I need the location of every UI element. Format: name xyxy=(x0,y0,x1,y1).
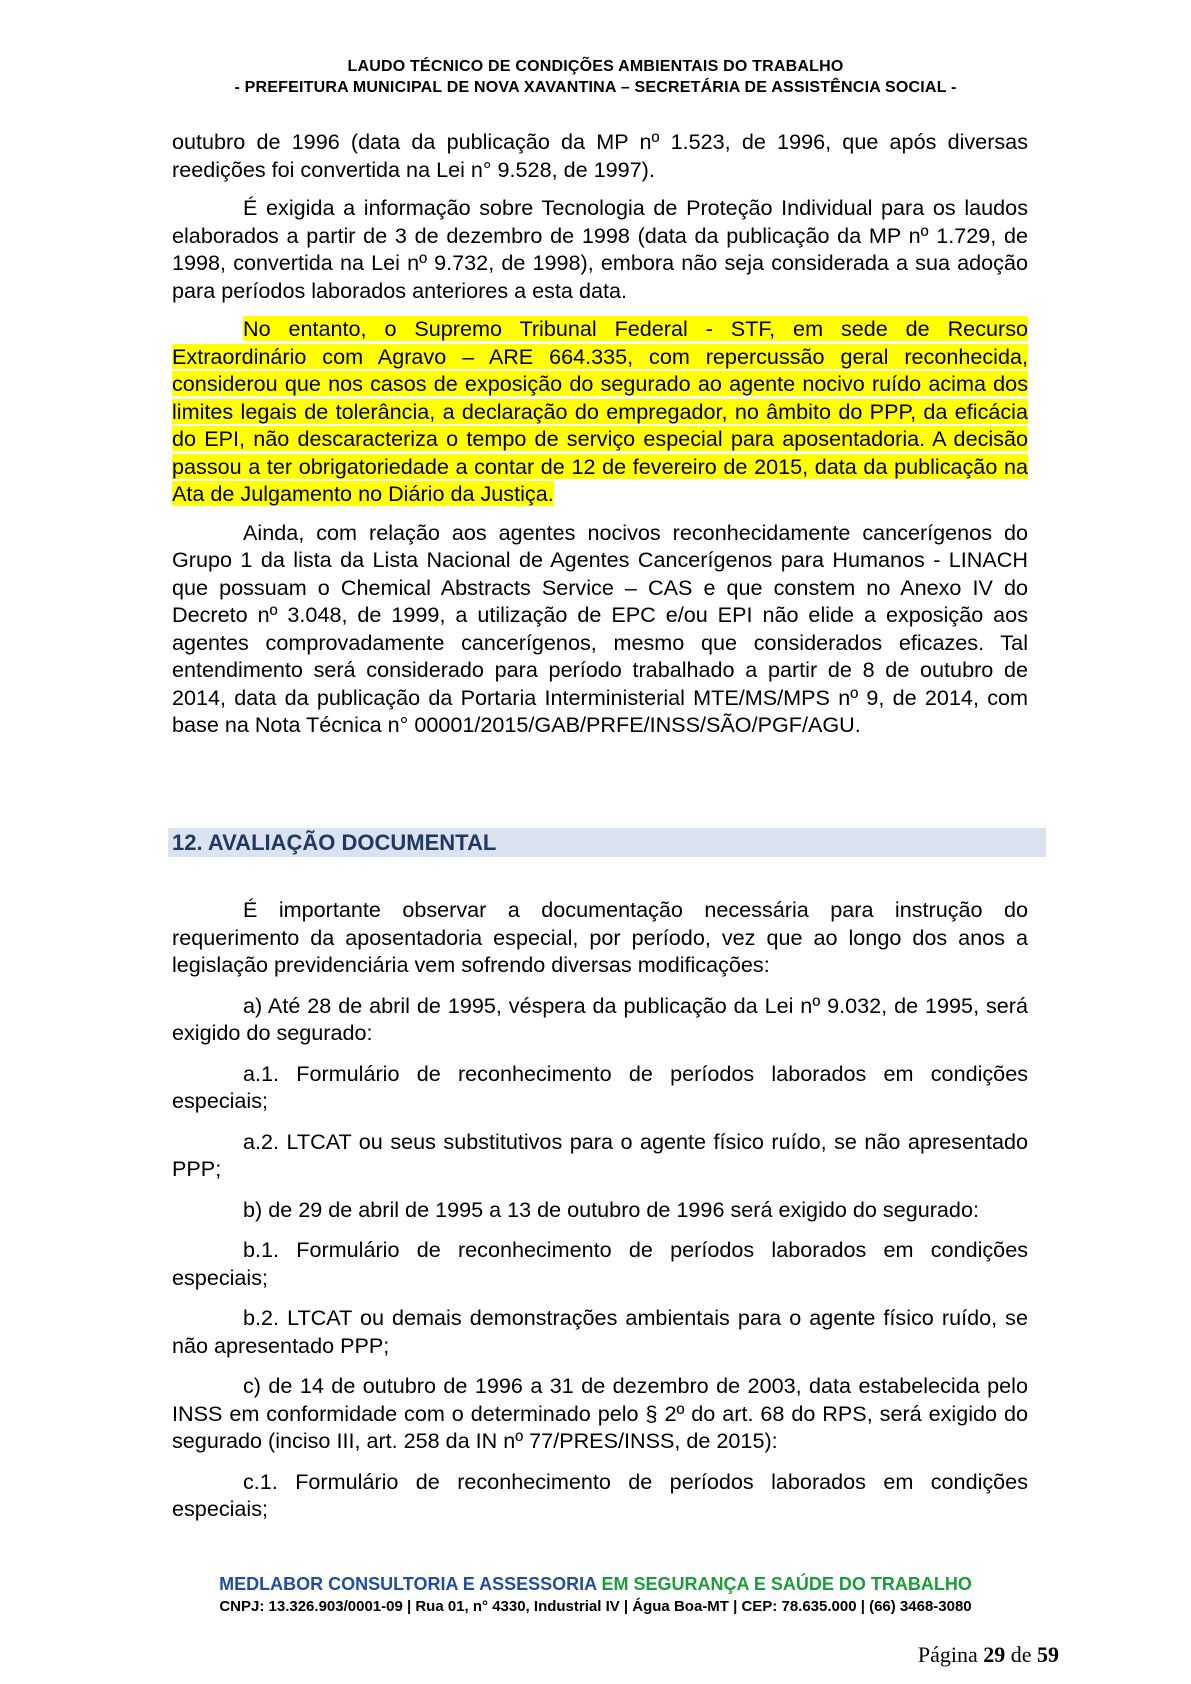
document-header xyxy=(0,56,1191,98)
item-b2: b.2. LTCAT ou demais demonstrações ambientais para o agente físico ruído, se não apresentado PPP; xyxy=(172,1305,1028,1358)
item-b: b) de 29 de abril de 1995 a 13 de outubro de 1996 será exigido do segurado: xyxy=(243,1196,979,1222)
section-paragraph: É importante observar a documentação necessária para instrução do requerimento da aposentadoria especial, por período, vez que ao longo dos anos a legislação previdenciária vem sofrendo diversas modificações: xyxy=(172,897,1028,977)
item-a1: a.1. Formulário de reconhecimento de períodos laborados em condições especiais; xyxy=(172,1060,1028,1113)
paragraph-2: É exigida a informação sobre Tecnologia de Proteção Individual para os laudos elaborados a partir de 3 de dezembro de 1998 (data da publicação da MP nº 1.729, de 1998, convertida na Lei nº 9.732, de 1998), embora não seja considerada a sua adoção para períodos laborados anteriores a esta data. xyxy=(172,195,1028,303)
item-a: a) Até 28 de abril de 1995, véspera da publicação da Lei nº 9.032, de 1995, será exigido do segurado: xyxy=(172,992,1028,1045)
header-title: LAUDO TÉCNICO DE CONDIÇÕES AMBIENTAIS DO TRABALHO xyxy=(347,58,844,75)
highlighted-text: No entanto, o Supremo Tribunal Federal - STF, em sede de Recurso Extraordinário com Agravo – ARE 664.335, com repercussão geral reconhecida, considerou que nos casos de exposição do segurado ao agente nocivo ruído acima dos limites legais de tolerância, a declaração do empregador, no âmbito do PPP, da eficácia do EPI, não descaracteriza o tempo de serviço especial para aposentadoria. A decisão passou a ter obrigatoriedade a contar de 12 de fevereiro de 2015, data da publicação na Ata de Julgamento no Diário da Justiça. xyxy=(172,316,1028,506)
page-total: 59 xyxy=(1037,1642,1059,1667)
page-label: Página xyxy=(917,1642,984,1667)
paragraph-3-highlighted xyxy=(172,315,1028,508)
footer-address: CNPJ: 13.326.903/0001-09 | Rua 01, n° 4330, Industrial IV | Água Boa-MT | CEP: 78.635.000 | (66) 3468-3080 xyxy=(219,1598,972,1615)
item-c1: c.1. Formulário de reconhecimento de períodos laborados em condições especiais; xyxy=(172,1468,1028,1521)
item-b1: b.1. Formulário de reconhecimento de períodos laborados em condições especiais; xyxy=(172,1237,1028,1290)
paragraph-1: outubro de 1996 (data da publicação da MP nº 1.523, de 1996, que após diversas reedições foi convertida na Lei n° 9.528, de 1997). xyxy=(172,129,1028,182)
page-separator: de xyxy=(1005,1642,1037,1667)
section-body xyxy=(172,896,1028,1536)
footer-company-name: MEDLABOR CONSULTORIA E ASSESSORIA xyxy=(219,1574,597,1594)
item-a2: a.2. LTCAT ou seus substitutivos para o agente físico ruído, se não apresentado PPP; xyxy=(172,1128,1028,1181)
paragraph-4: Ainda, com relação aos agentes nocivos reconhecidamente cancerígenos do Grupo 1 da lista da Lista Nacional de Agentes Cancerígenos para Humanos - LINACH que possuam o Chemical Abstracts Service – CAS e que constem no Anexo IV do Decreto nº 3.048, de 1999, a utilização de EPC e/ou EPI não elide a exposição aos agentes comprovadamente cancerígenos, mesmo que considerados eficazes. Tal entendimento será considerado para período trabalhado a partir de 8 de outubro de 2014, data da publicação da Portaria Interministerial MTE/MS/MPS nº 9, de 2014, com base na Nota Técnica n° 00001/2015/GAB/PRFE/INSS/SÃO/PGF/AGU. xyxy=(172,519,1028,737)
body-text xyxy=(172,128,1028,750)
footer-company xyxy=(0,1573,1191,1595)
item-c: c) de 14 de outubro de 1996 a 31 de dezembro de 2003, data estabelecida pelo INSS em conformidade com o determinado pelo § 2º do art. 68 do RPS, será exigido do segurado (inciso III, art. 258 da IN nº 77/PRES/INSS, de 2015): xyxy=(172,1373,1028,1453)
header-subtitle: - PREFEITURA MUNICIPAL DE NOVA XAVANTINA – SECRETÁRIA DE ASSISTÊNCIA SOCIAL - xyxy=(234,79,957,96)
page-number xyxy=(918,1642,1059,1668)
footer-company-tagline: EM SEGURANÇA E SAÚDE DO TRABALHO xyxy=(596,1574,972,1594)
section-heading: 12. AVALIAÇÃO DOCUMENTAL xyxy=(168,828,1046,857)
page-current: 29 xyxy=(983,1642,1006,1667)
